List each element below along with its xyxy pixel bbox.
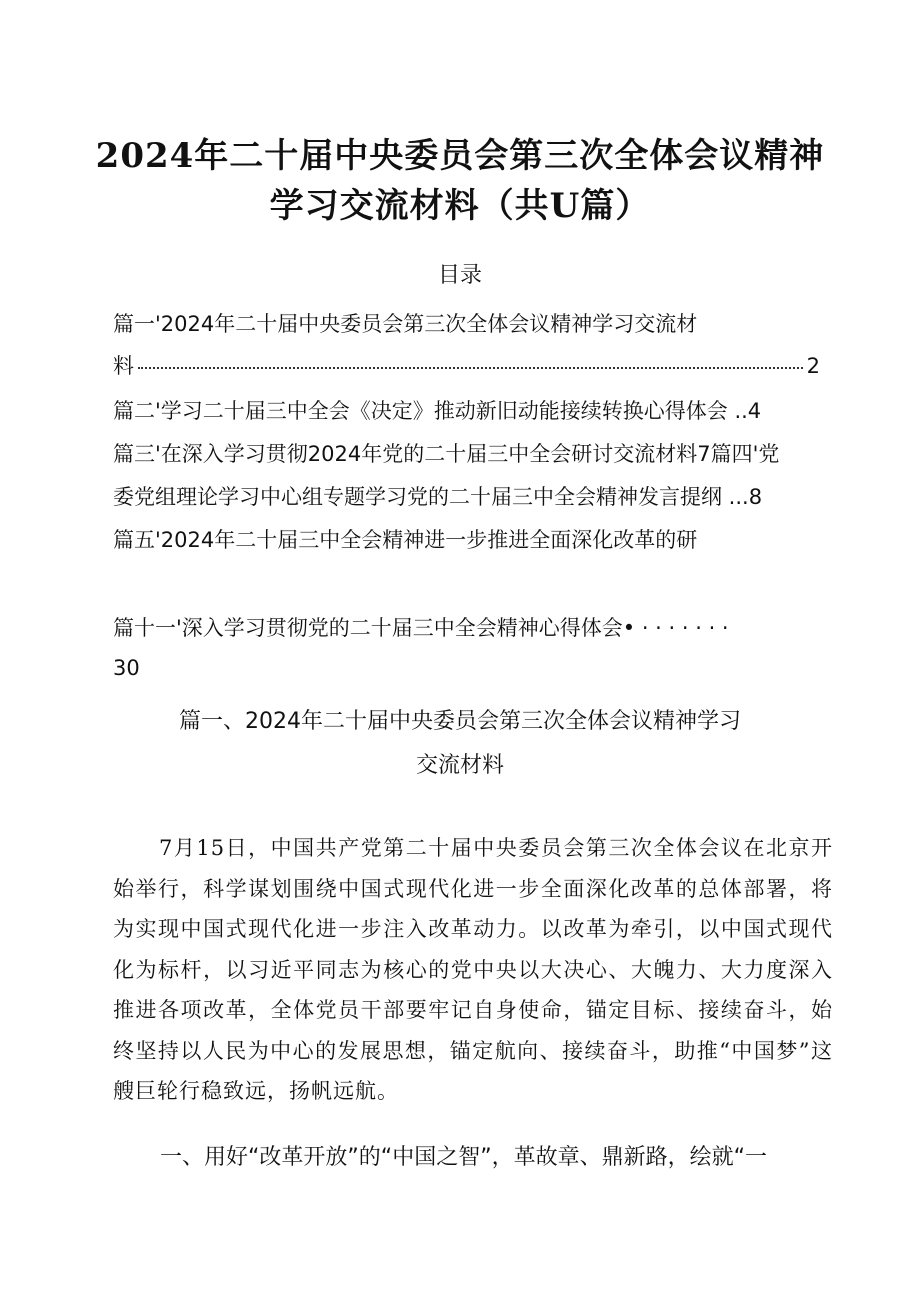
toc-entry: 篇三'在深入学习贯彻2024年党的二十届三中全会研讨交流材料7篇四'党 (113, 442, 780, 466)
toc-heading: 目录 (437, 263, 482, 288)
subheading: 一、用好“改革开放”的“中国之智”，革故章、鼎新路，绘就“一 (160, 1145, 767, 1170)
toc-entry: 委党组理论学习中心组专题学习党的二十届三中全会精神发言提纲 ...8 (113, 485, 763, 509)
toc-entry: 篇十一'深入学习贯彻党的二十届三中全会精神心得体会• · · · · · · · (113, 616, 729, 640)
body-paragraph: 7月15日，中国共产党第二十届中央委员会第三次全体会议在北京开始举行，科学谋划围绕中国式现代化进一步全面深化改革的总体部署，将为实现中国式现代化进一步注入改革动力。以改革为牵引，以中国式现代化为标杆，以习近平同志为核心的党中央以大决心、大魄力、大力度深入推进各项改革，全体党员干部要牢记自身使命，锚定目标、接续奋斗，始终坚持以人民为中心的发展思想，锚定航向、接续奋斗，助推“中国梦”这艘巨轮行稳致远，扬帆远航。 (113, 836, 833, 1103)
toc-entry: 篇五'2024年二十届三中全会精神进一步推进全面深化改革的研 (113, 528, 698, 552)
toc-entry (113, 350, 820, 380)
toc-entry: 篇一'2024年二十届中央委员会第三次全体会议精神学习交流材 (113, 312, 698, 336)
section-title-line2: 交流材料 (415, 753, 504, 778)
document-title-line1: 2024年二十届中央委员会第三次全体会议精神 (95, 136, 825, 176)
toc-entry: 篇二'学习二十届三中全会《决定》推动新旧动能接续转换心得体会 ..4 (113, 399, 762, 423)
dot-leader (138, 367, 803, 369)
toc-entry-text: 料 (113, 354, 134, 378)
document-title-line2: 学习交流材料（共U篇） (269, 186, 651, 226)
section-title-line1: 篇一、2024年二十届中央委员会第三次全体会议精神学习 (179, 709, 741, 734)
toc-entry: 30 (113, 656, 140, 680)
toc-page-number: 2 (806, 354, 820, 378)
